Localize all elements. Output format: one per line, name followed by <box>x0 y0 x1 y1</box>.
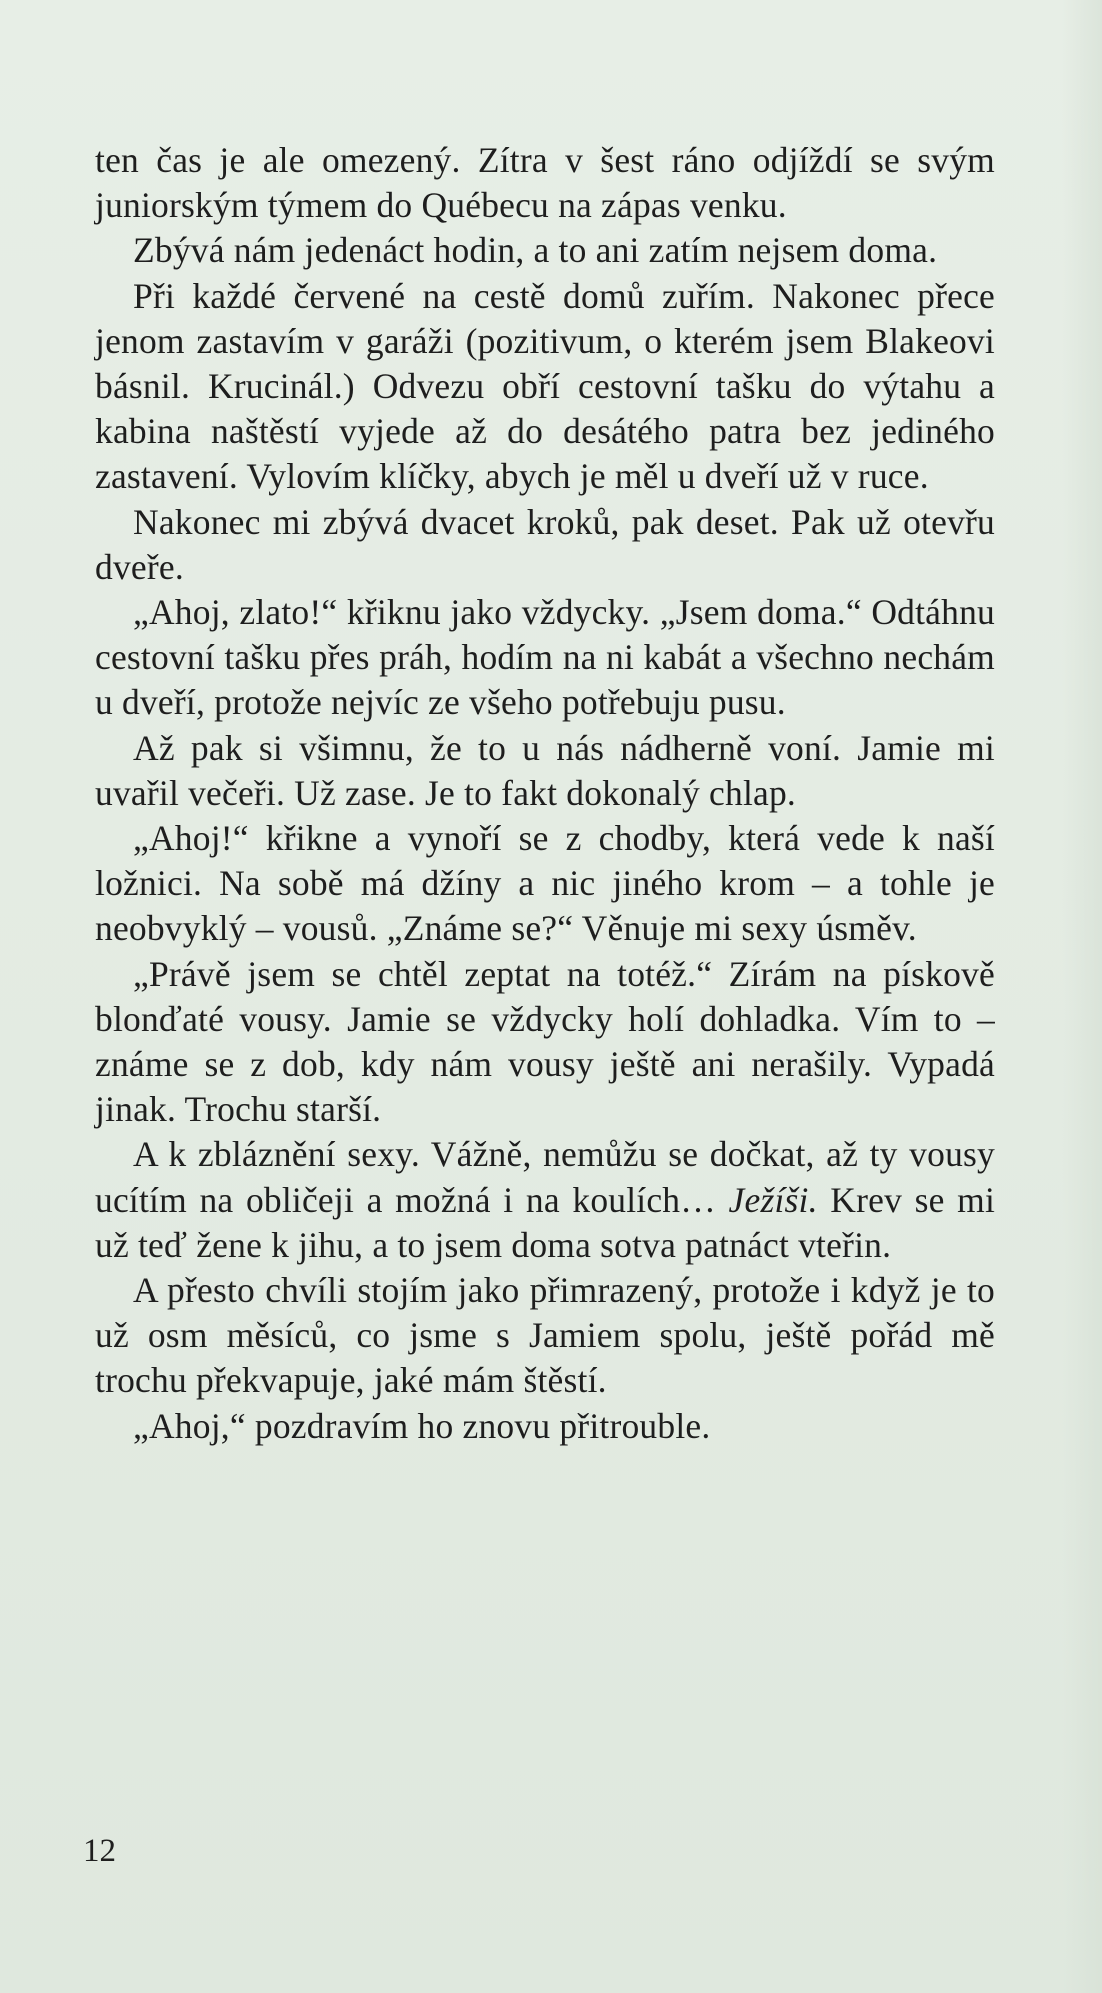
paragraph: A přesto chvíli stojím jako přimrazený, protože i když je to už osm měsíců, co jsme s Jamiem spolu, ještě pořád mě trochu překvapuje, jaké mám štěstí. <box>95 1270 995 1401</box>
paragraph: Při každé červené na cestě domů zuřím. Nakonec přece jenom zastavím v garáži (pozitivum, o kterém jsem Blakeovi básnil. Krucinál.) Odvezu obří cestovní tašku do výtahu a kabina naštěstí vyjede až do desátého patra bez jediného zastavení. Vylovím klíčky, abych je měl u dveří už v ruce. <box>95 275 995 497</box>
paragraph: „Ahoj,“ pozdravím ho znovu přitrouble. <box>133 1405 711 1446</box>
body-text <box>95 138 995 1449</box>
paragraph: ten čas je ale omezený. Zítra v šest ráno odjíždí se svým juniorským týmem do Québecu na zápas venku. <box>95 140 995 226</box>
paragraph-text: A k zbláznění sexy. Vážně, nemůžu se dočkat, až ty vousy ucítím na obličeji a možná i na koulích… <box>95 1134 995 1220</box>
paragraph <box>95 1132 995 1268</box>
paragraph-text: Krev se mi už teď žene k jihu, a to jsem doma sotva patnáct vteřin. <box>95 1179 996 1265</box>
paragraph: Zbývá nám jedenáct hodin, a to ani zatím nejsem doma. <box>133 230 938 271</box>
paragraph: „Ahoj!“ křikne a vynoří se z chodby, která vede k naší ložnici. Na sobě má džíny a nic jiného krom – a tohle je neobvyklý – vousů. „Známe se?“ Věnuje mi sexy úsměv. <box>95 818 995 949</box>
paragraph: Nakonec mi zbývá dvacet kroků, pak deset. Pak už otevřu dveře. <box>95 501 995 587</box>
paragraph: „Ahoj, zlato!“ křiknu jako vždycky. „Jsem doma.“ Odtáhnu cestovní tašku přes práh, hodím na ni kabát a všechno nechám u dveří, protože nejvíc ze všeho potřebuju pusu. <box>95 592 995 723</box>
paragraph: Až pak si všimnu, že to u nás nádherně voní. Jamie mi uvařil večeři. Už zase. Je to fakt dokonalý chlap. <box>95 727 995 813</box>
italic-exclamation: Ježíši. <box>728 1179 818 1220</box>
page-number: 12 <box>83 1833 116 1869</box>
paragraph: „Právě jsem se chtěl zeptat na totéž.“ Zírám na pískově blonďaté vousy. Jamie se vždycky holí dohladka. Vím to – známe se z dob, kdy nám vousy ještě ani nerašily. Vypadá jinak. Trochu starší. <box>95 953 995 1130</box>
